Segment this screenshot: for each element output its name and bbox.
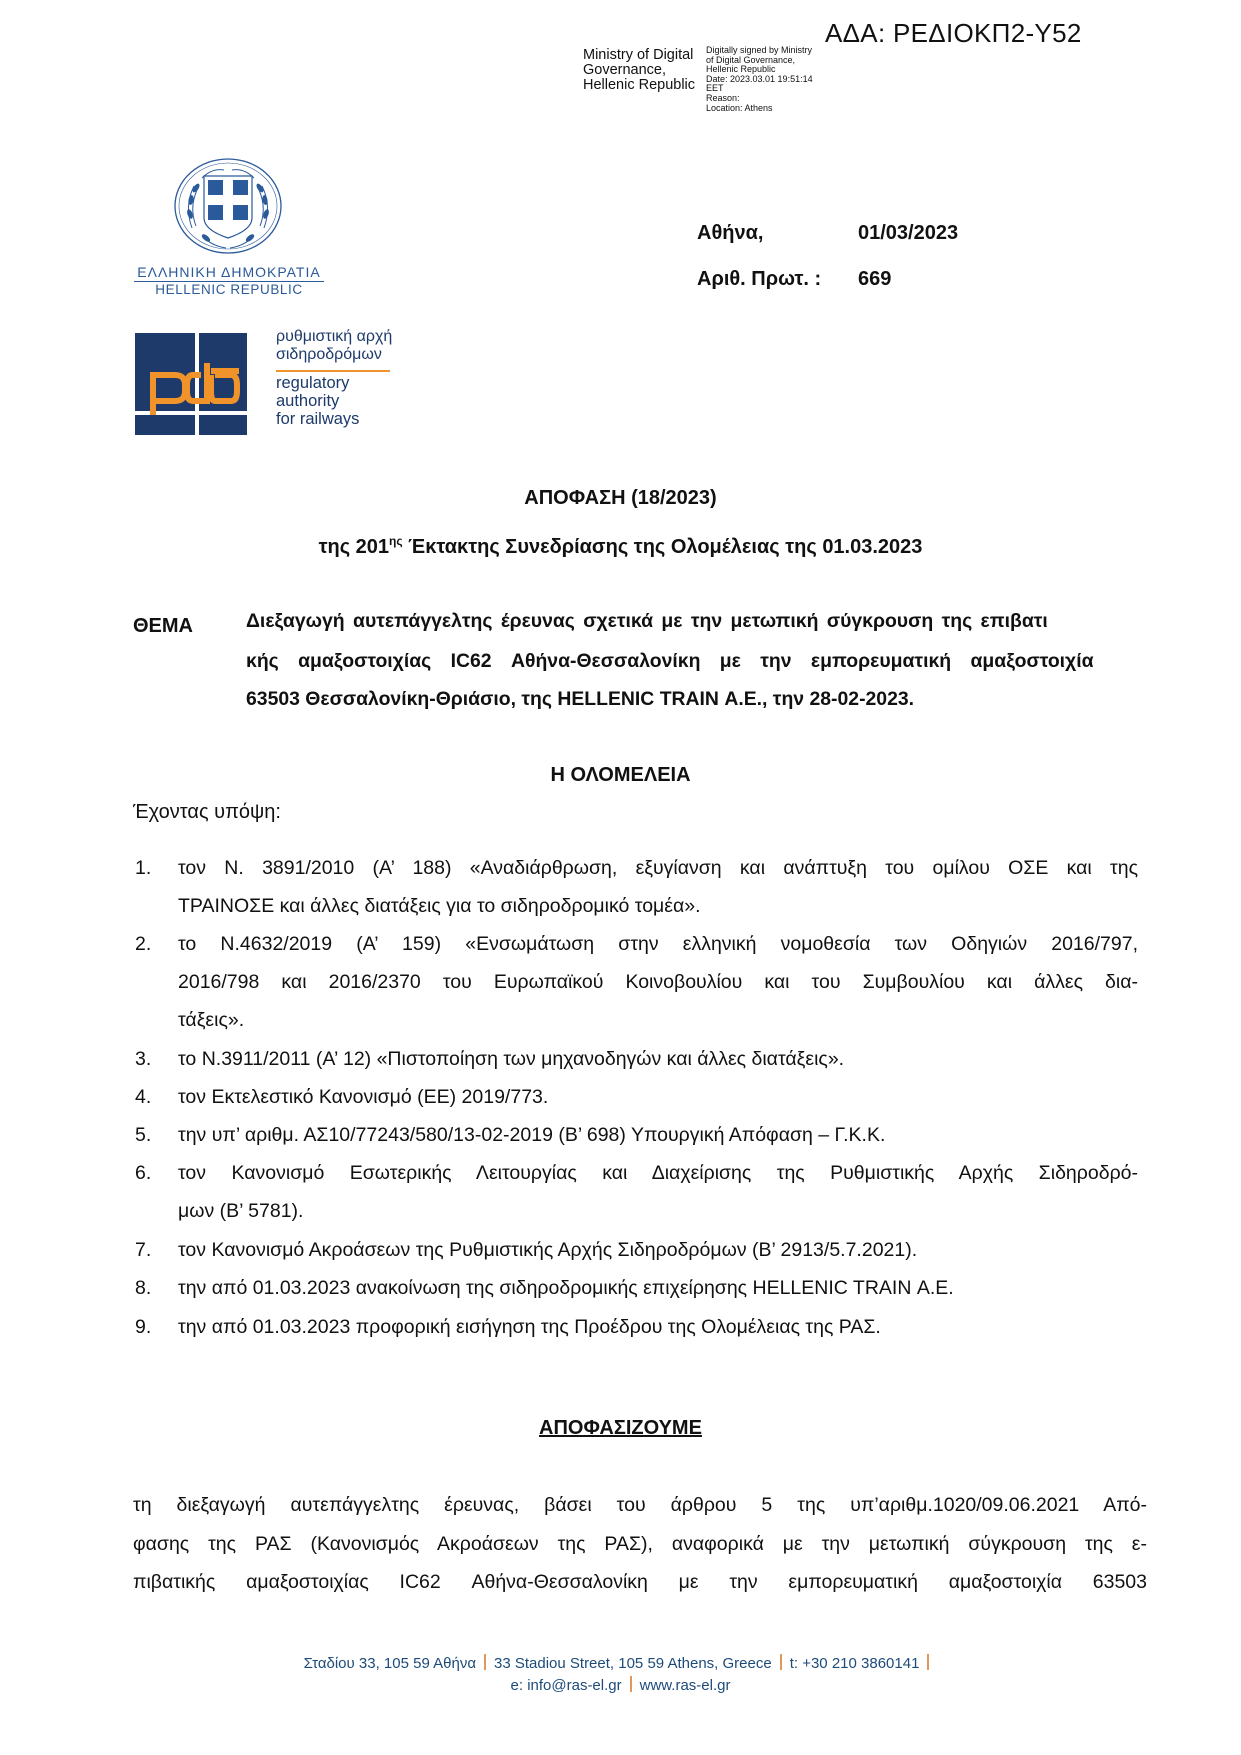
footer-separator	[630, 1676, 632, 1692]
decision-title: ΑΠΟΦΑΣΗ (18/2023)	[524, 487, 717, 509]
signature-signer	[583, 48, 705, 93]
list-item-number: 6.	[135, 1162, 152, 1184]
hellenic-republic-english: HELLENIC REPUBLIC	[155, 282, 303, 297]
signer-line: Ministry of Digital	[583, 47, 694, 63]
subject-line: 63503 Θεσσαλονίκη-Θριάσιο, της HELLENIC TRAIN Α.Ε., την 28-02-2023.	[246, 688, 915, 710]
signature-meta-line: Location: Athens	[706, 102, 773, 113]
subject-label: ΘΕΜΑ	[133, 615, 193, 637]
list-item-number: 5.	[135, 1124, 152, 1146]
protocol-label: Αριθ. Πρωτ. :	[697, 268, 822, 290]
resolution-heading: ΑΠΟΦΑΣΙΖΟΥΜΕ	[539, 1417, 702, 1439]
hellenic-republic-greek: ΕΛΛΗΝΙΚΗ ΔΗΜΟΚΡΑΤΙΑ	[134, 264, 324, 282]
list-item-number: 1.	[135, 857, 152, 879]
ras-name-greek	[276, 328, 392, 363]
considering-intro: Έχοντας υπόψη:	[133, 801, 281, 823]
footer-separator	[484, 1654, 486, 1670]
signature-meta-line: of Digital Governance,	[706, 54, 796, 65]
session-suffix: Έκτακτης Συνεδρίασης της Ολομέλειας της 01.03.2023	[402, 536, 923, 558]
list-item-line: την από 01.03.2023 προφορική εισήγηση της Προέδρου της Ολομέλειας της ΡΑΣ.	[178, 1316, 881, 1338]
footer-contact	[0, 1676, 1241, 1694]
ras-name-line: authority	[276, 392, 340, 410]
resolution-line: φασης της ΡΑΣ (Κανονισμός Ακροάσεων της ΡΑΣ), αναφορικά με την μετωπική σύγκρουση της ε-	[133, 1533, 1147, 1555]
session-ordinal-suffix: ης	[389, 534, 403, 548]
list-item-number: 4.	[135, 1086, 152, 1108]
signature-meta-line: Date: 2023.03.01 19:51:14	[706, 73, 813, 84]
list-item-number: 7.	[135, 1239, 152, 1261]
list-item-number: 3.	[135, 1048, 152, 1070]
footer-address-greek: Σταδίου 33, 105 59 Αθήνα	[303, 1655, 476, 1672]
ras-logo-divider	[276, 370, 390, 372]
subject-line-text: κής αμαξοστοιχίας IC62 Αθήνα-Θεσσαλονίκη με την εμπορευματική αμαξοστοιχία	[246, 650, 1094, 672]
signature-meta-line: Digitally signed by Ministry	[706, 45, 813, 55]
footer-website[interactable]: www.ras-el.gr	[639, 1677, 731, 1694]
list-item-line: την υπ’ αριθμ. ΑΣ10/77243/580/13-02-2019 (Β’ 698) Υπουργική Απόφαση – Γ.Κ.Κ.	[178, 1124, 886, 1146]
greek-seal-icon	[172, 156, 284, 260]
footer-address-english: 33 Stadiou Street, 105 59 Athens, Greece	[494, 1655, 772, 1672]
list-item-number: 2.	[135, 933, 152, 955]
footer-email[interactable]: e: info@ras-el.gr	[510, 1677, 622, 1694]
list-item-line: τον Ν. 3891/2010 (Α’ 188) «Αναδιάρθρωση, εξυγίανση και ανάπτυξη του ομίλου ΟΣΕ και της	[178, 857, 1138, 879]
signature-meta-line: Hellenic Republic	[706, 64, 776, 75]
plenary-heading: Η ΟΛΟΜΕΛΕΙΑ	[550, 764, 691, 786]
list-item-line: την από 01.03.2023 ανακοίνωση της σιδηροδρομικής επιχείρησης HELLENIC TRAIN Α.Ε.	[178, 1277, 954, 1299]
ras-name-english	[276, 374, 359, 428]
ada-code: ΑΔΑ: ΡΕΔΙΟΚΠ2-Υ52	[825, 18, 1082, 48]
signature-meta-line: Reason:	[706, 92, 740, 103]
signer-line: Governance,	[583, 62, 667, 78]
ras-name-line: ρυθμιστική αρχή	[276, 328, 393, 345]
signer-line: Hellenic Republic	[583, 77, 696, 93]
session-title	[0, 536, 1241, 559]
ras-name-line: σιδηροδρόμων	[276, 345, 382, 363]
list-item-line: τον Εκτελεστικό Κανονισμό (ΕΕ) 2019/773.	[178, 1086, 549, 1108]
list-item-line: το Ν.4632/2019 (Α’ 159) «Ενσωμάτωση στην ελληνική νομοθεσία των Οδηγιών 2016/797,	[178, 933, 1138, 955]
list-item-line: 2016/798 και 2016/2370 του Ευρωπαϊκού Κοινοβουλίου και του Συμβουλίου και άλλες δια-	[178, 971, 1138, 993]
ras-logo-icon	[135, 333, 247, 435]
list-item-line: μων (Β’ 5781).	[178, 1200, 304, 1222]
resolution-line: πιβατικής αμαξοστοιχίας IC62 Αθήνα-Θεσσαλονίκη με την εμπορευματική αμαξοστοιχία 63503	[133, 1571, 1147, 1593]
resolution-line: τη διεξαγωγή αυτεπάγγελτης έρευνας, βάσει του άρθρου 5 της υπ’αριθμ.1020/09.06.2021 Από-	[133, 1494, 1147, 1516]
list-item-line: τάξεις».	[178, 1009, 245, 1031]
footer-separator	[927, 1654, 929, 1670]
subject-line	[246, 650, 1138, 673]
signature-meta-line: EET	[706, 83, 724, 94]
list-item-line: το Ν.3911/2011 (Α’ 12) «Πιστοποίηση των μηχανοδηγών και άλλες διατάξεις».	[178, 1048, 845, 1070]
list-item-line: τον Κανονισμό Εσωτερικής Λειτουργίας και Διαχείρισης της Ρυθμιστικής Αρχής Σιδηροδρό-	[178, 1162, 1138, 1184]
document-date: 01/03/2023	[858, 222, 959, 244]
list-item-line: ΤΡΑΙΝΟΣΕ και άλλες διατάξεις για το σιδηροδρομικό τομέα».	[178, 895, 701, 917]
footer-separator	[780, 1654, 782, 1670]
list-item-number: 8.	[135, 1277, 152, 1299]
list-item-line: τον Κανονισμό Ακροάσεων της Ρυθμιστικής Αρχής Σιδηροδρόμων (Β’ 2913/5.7.2021).	[178, 1239, 918, 1261]
session-prefix: της 201	[318, 536, 390, 558]
footer-phone: t: +30 210 3860141	[789, 1655, 920, 1672]
place-label: Αθήνα,	[697, 222, 764, 244]
ras-name-line: regulatory	[276, 374, 350, 392]
signature-meta	[706, 46, 831, 113]
ras-name-line: for railways	[276, 410, 360, 428]
footer-address	[0, 1654, 1241, 1672]
subject-line	[246, 610, 1138, 633]
list-item-number: 9.	[135, 1316, 152, 1338]
subject-line-text: Διεξαγωγή αυτεπάγγελτης έρευνας σχετικά με την μετωπική σύγκρουση της επιβατι	[246, 610, 1048, 632]
protocol-number: 669	[858, 268, 892, 290]
